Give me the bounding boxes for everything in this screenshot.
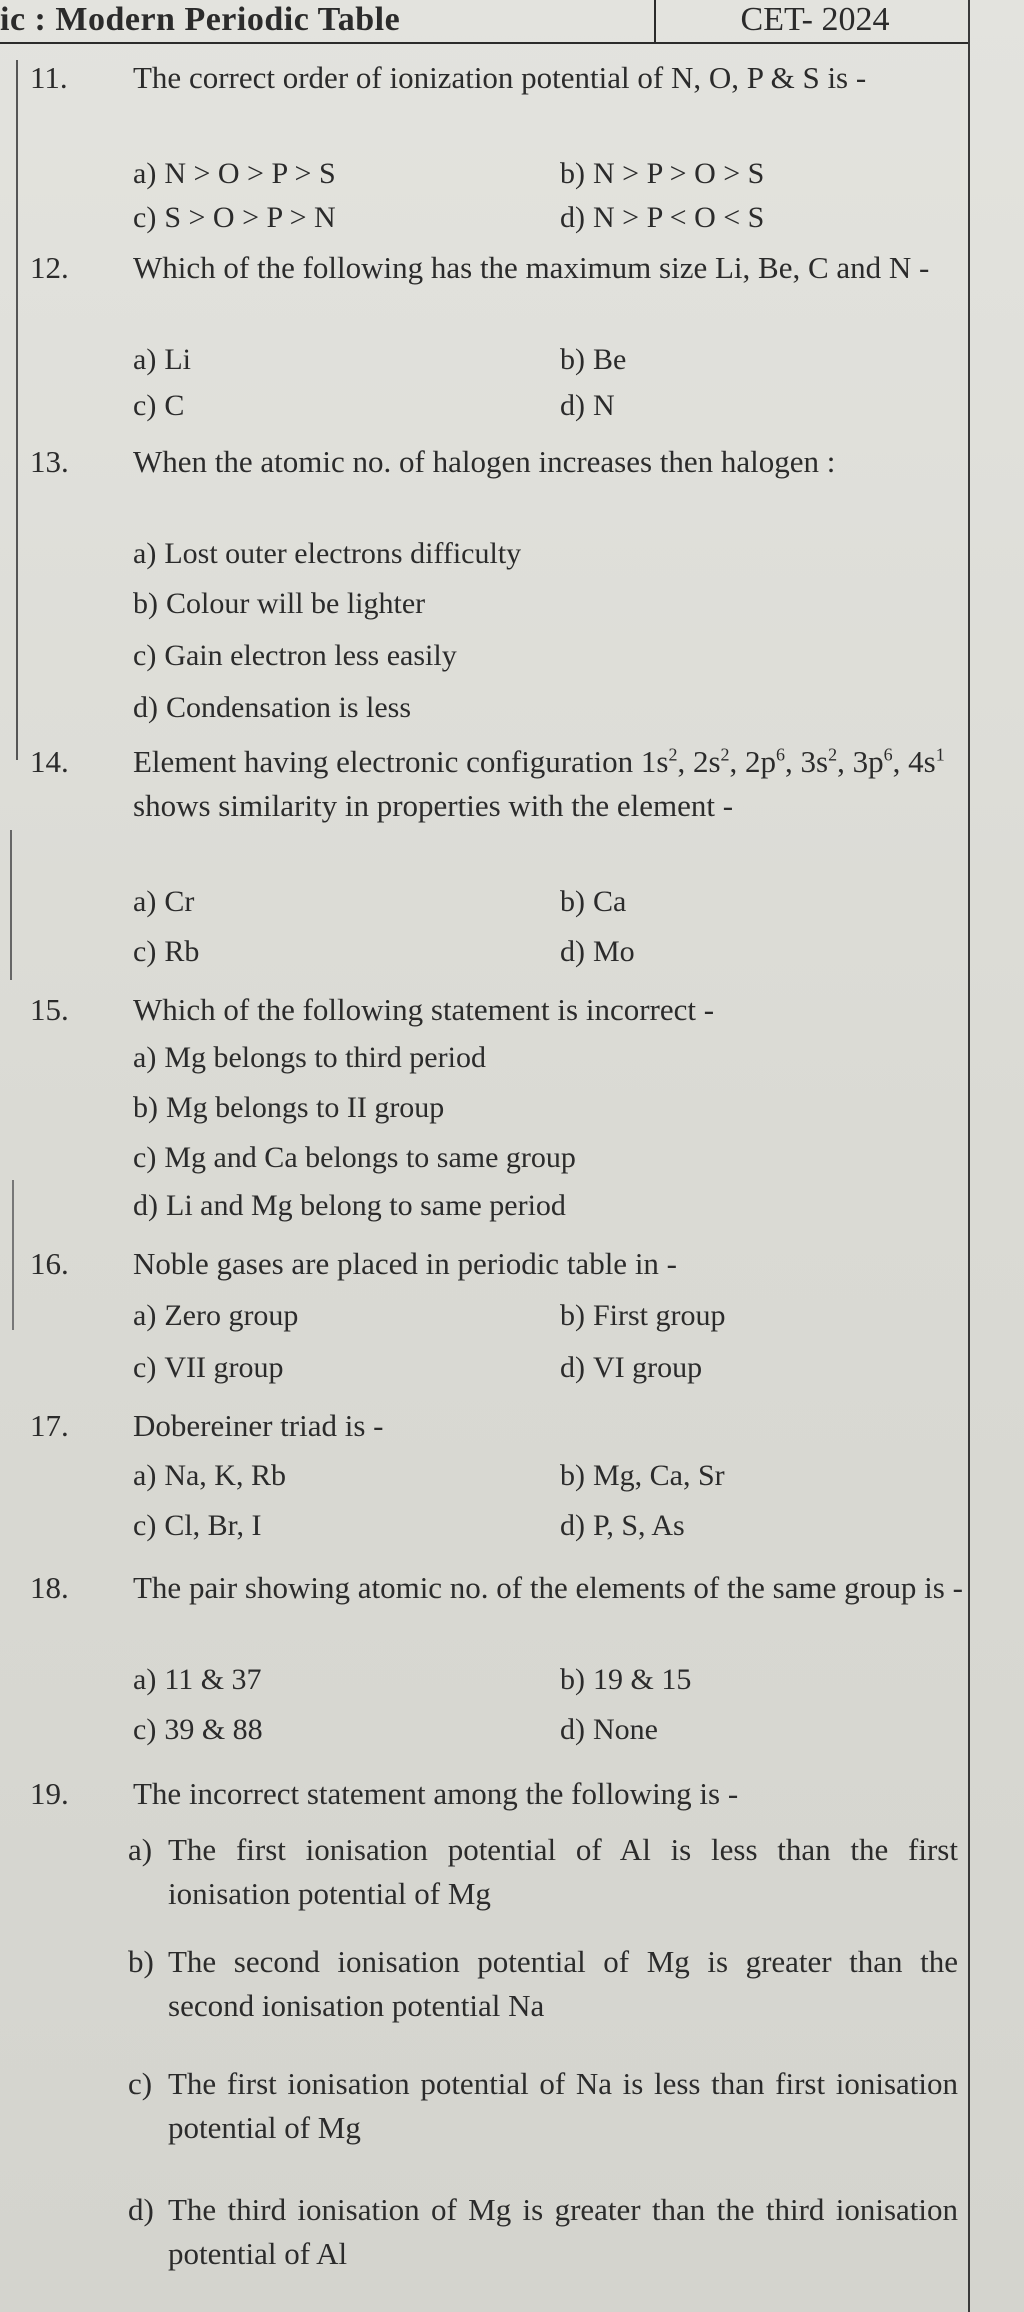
option-a[interactable]: a) Cr bbox=[133, 885, 195, 918]
option-c[interactable]: c) Cl, Br, I bbox=[133, 1509, 262, 1542]
exam-code: CET- 2024 bbox=[740, 1, 890, 38]
question-text: Dobereiner triad is - bbox=[133, 1408, 384, 1443]
option-a[interactable]: a) Lost outer electrons difficulty bbox=[133, 537, 522, 570]
question-number: 13. bbox=[30, 444, 69, 479]
option-c[interactable]: c) Mg and Ca belongs to same group bbox=[133, 1141, 576, 1174]
option-d[interactable]: d) None bbox=[560, 1713, 658, 1746]
question-text: Element having electronic configuration $1s^2$, $2s^2$, $2p^6$, $3s^2$, $3p^6$, $4s^1$ shows similarity in properties with the element - bbox=[133, 744, 945, 823]
question-number: 15. bbox=[30, 992, 69, 1027]
option-b[interactable]: b) Colour will be lighter bbox=[133, 587, 426, 620]
question-text: Noble gases are placed in periodic table in - bbox=[133, 1246, 677, 1281]
option-b[interactable]: b) N > P > O > S bbox=[560, 157, 765, 190]
question-number: 12. bbox=[30, 250, 69, 285]
option-b[interactable]: b) Be bbox=[560, 343, 627, 376]
question-text: The pair showing atomic no. of the elements of the same group is - bbox=[133, 1570, 963, 1605]
question-text: When the atomic no. of halogen increases then halogen : bbox=[133, 444, 836, 479]
option-b[interactable]: b) Ca bbox=[560, 885, 627, 918]
option-c[interactable]: c) Rb bbox=[133, 935, 200, 968]
option-a[interactable]: a) 11 & 37 bbox=[133, 1663, 262, 1696]
option-c[interactable]: c) C bbox=[133, 389, 185, 422]
option-a[interactable]: a) Mg belongs to third period bbox=[133, 1041, 486, 1074]
option-c[interactable]: c) Gain electron less easily bbox=[133, 639, 457, 672]
option-d[interactable]: d) VI group bbox=[560, 1351, 703, 1384]
option-a[interactable]: a) The first ionisation potential of Al is less than the first ionisation potential of Mg bbox=[128, 1832, 958, 1911]
option-c[interactable]: c) 39 & 88 bbox=[133, 1713, 263, 1746]
option-d[interactable]: d) The third ionisation of Mg is greater than the third ionisation potential of Al bbox=[128, 2192, 958, 2271]
left-margin-rule bbox=[10, 830, 12, 980]
option-c[interactable]: c) VII group bbox=[133, 1351, 284, 1384]
option-a[interactable]: a) N > O > P > S bbox=[133, 157, 336, 190]
option-a[interactable]: a) Zero group bbox=[133, 1299, 299, 1332]
question-text: Which of the following has the maximum size Li, Be, C and N - bbox=[133, 250, 930, 285]
question-number: 17. bbox=[30, 1408, 69, 1443]
question-number: 14. bbox=[30, 744, 69, 779]
chapter-title: ic : Modern Periodic Table bbox=[0, 1, 401, 38]
option-a[interactable]: a) Na, K, Rb bbox=[133, 1459, 286, 1492]
option-d[interactable]: d) P, S, As bbox=[560, 1509, 685, 1542]
option-c[interactable]: c) S > O > P > N bbox=[133, 201, 336, 234]
question-number: 16. bbox=[30, 1246, 69, 1281]
question-text: The incorrect statement among the following is - bbox=[133, 1776, 739, 1811]
left-margin-rule bbox=[16, 60, 18, 760]
question-number: 11. bbox=[30, 60, 68, 95]
option-d[interactable]: d) N > P < O < S bbox=[560, 201, 765, 234]
option-b[interactable]: b) The second ionisation potential of Mg is greater than the second ionisation potential Na bbox=[128, 1944, 958, 2023]
option-b[interactable]: b) 19 & 15 bbox=[560, 1663, 692, 1696]
option-d[interactable]: d) Mo bbox=[560, 935, 635, 968]
option-d[interactable]: d) Li and Mg belong to same period bbox=[133, 1189, 566, 1222]
question-text: Which of the following statement is incorrect - bbox=[133, 992, 715, 1027]
header-divider bbox=[654, 0, 656, 42]
option-b[interactable]: b) First group bbox=[560, 1299, 726, 1332]
question-number: 19. bbox=[30, 1776, 69, 1811]
option-b[interactable]: b) Mg belongs to II group bbox=[133, 1091, 445, 1124]
question-number: 18. bbox=[30, 1570, 69, 1605]
option-d[interactable]: d) Condensation is less bbox=[133, 691, 411, 724]
right-margin-rule bbox=[968, 0, 970, 2312]
option-a[interactable]: a) Li bbox=[133, 343, 191, 376]
left-margin-rule bbox=[12, 1180, 14, 1330]
question-text: The correct order of ionization potential of N, O, P & S is - bbox=[133, 60, 867, 95]
page-header bbox=[0, 0, 970, 44]
option-b[interactable]: b) Mg, Ca, Sr bbox=[560, 1459, 725, 1492]
option-d[interactable]: d) N bbox=[560, 389, 615, 422]
option-c[interactable]: c) The first ionisation potential of Na is less than first ionisation potential of Mg bbox=[128, 2066, 958, 2145]
